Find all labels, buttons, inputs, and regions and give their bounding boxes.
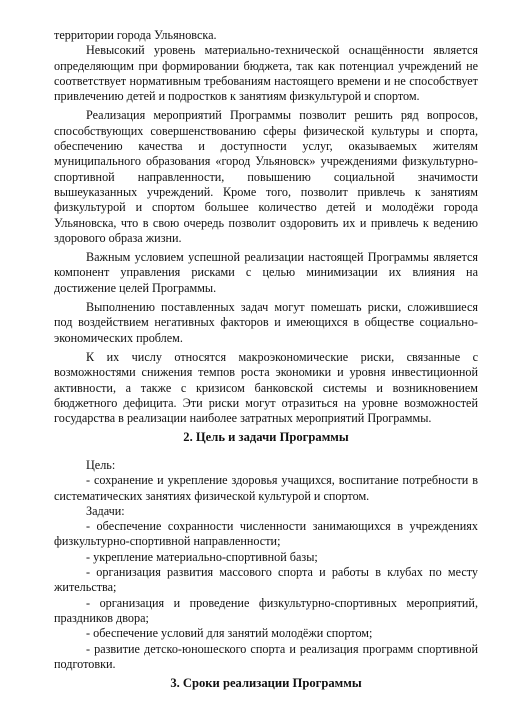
paragraph-equipment: Невысокий уровень материально-технической оснащённости является определяющим при формировании бюджета, так как потенциал учреждений не соответствует нормативным требованиям настоящего времени и не способствует привлечению детей и подростков к занятиям физкультурой и спортом.	[54, 43, 478, 104]
section-2-heading: 2. Цель и задачи Программы	[183, 430, 349, 444]
task-item: - обеспечение условий для занятий молодёжи спортом;	[86, 626, 373, 641]
task-item: - укрепление материально-спортивной базы;	[86, 549, 318, 564]
task-item: - обеспечение сохранности численности занимающихся в учреждениях физкультурно-спортивной направленности;	[54, 519, 478, 549]
task-item: - развитие детско-юношеского спорта и реализация программ спортивной подготовки.	[54, 641, 478, 671]
task-item: - организация и проведение физкультурно-спортивных мероприятий, праздников двора;	[54, 595, 478, 625]
section-3-heading: 3. Сроки реализации Программы	[170, 676, 362, 690]
paragraph-risk-management: Важным условием успешной реализации настоящей Программы является компонент управления рисками с целью минимизации их влияния на достижение целей Программы.	[54, 250, 478, 295]
goals-tasks-list	[54, 458, 478, 672]
tasks-label: Задачи:	[86, 503, 125, 518]
goal-item: - сохранение и укрепление здоровья учащихся, воспитание потребности в систематических занятиях физической культурой и спортом.	[54, 473, 478, 503]
body-text	[54, 28, 478, 426]
paragraph-implementation: Реализация мероприятий Программы позволит решить ряд вопросов, способствующих совершенствованию сферы физической культуры и спорта, обеспечению качества и доступности услуг, оказываемых жителям муниципального образования «город Ульяновск» учреждениями физкультурно-спортивной направленности, повышению социальной значимости вышеуказанных учреждений. Кроме того, позволит привлечь к занятиям физкультурой и спортом большее количество детей и молодёжи города Ульяновска, что в свою очередь позволит оздоровить их и привлечь к ведению здорового образа жизни.	[54, 108, 478, 245]
task-item: - организация развития массового спорта и работы в клубах по месту жительства;	[54, 565, 478, 595]
paragraph-risks: Выполнению поставленных задач могут помешать риски, сложившиеся под воздействием негативных факторов и имеющихся в обществе социально-экономических проблем.	[54, 300, 478, 345]
paragraph-macro-risks: К их числу относятся макроэкономические риски, связанные с возможностями снижения темпов роста экономики и уровня инвестиционной активности, а также с кризисом банковской системы и возникновением бюджетного дефицита. Эти риски могут отразиться на уровне возможностей государства в реализации наиболее затратных мероприятий Программы.	[54, 349, 478, 426]
goal-label: Цель:	[86, 458, 116, 472]
paragraph-continuation: территории города Ульяновска.	[54, 28, 217, 42]
